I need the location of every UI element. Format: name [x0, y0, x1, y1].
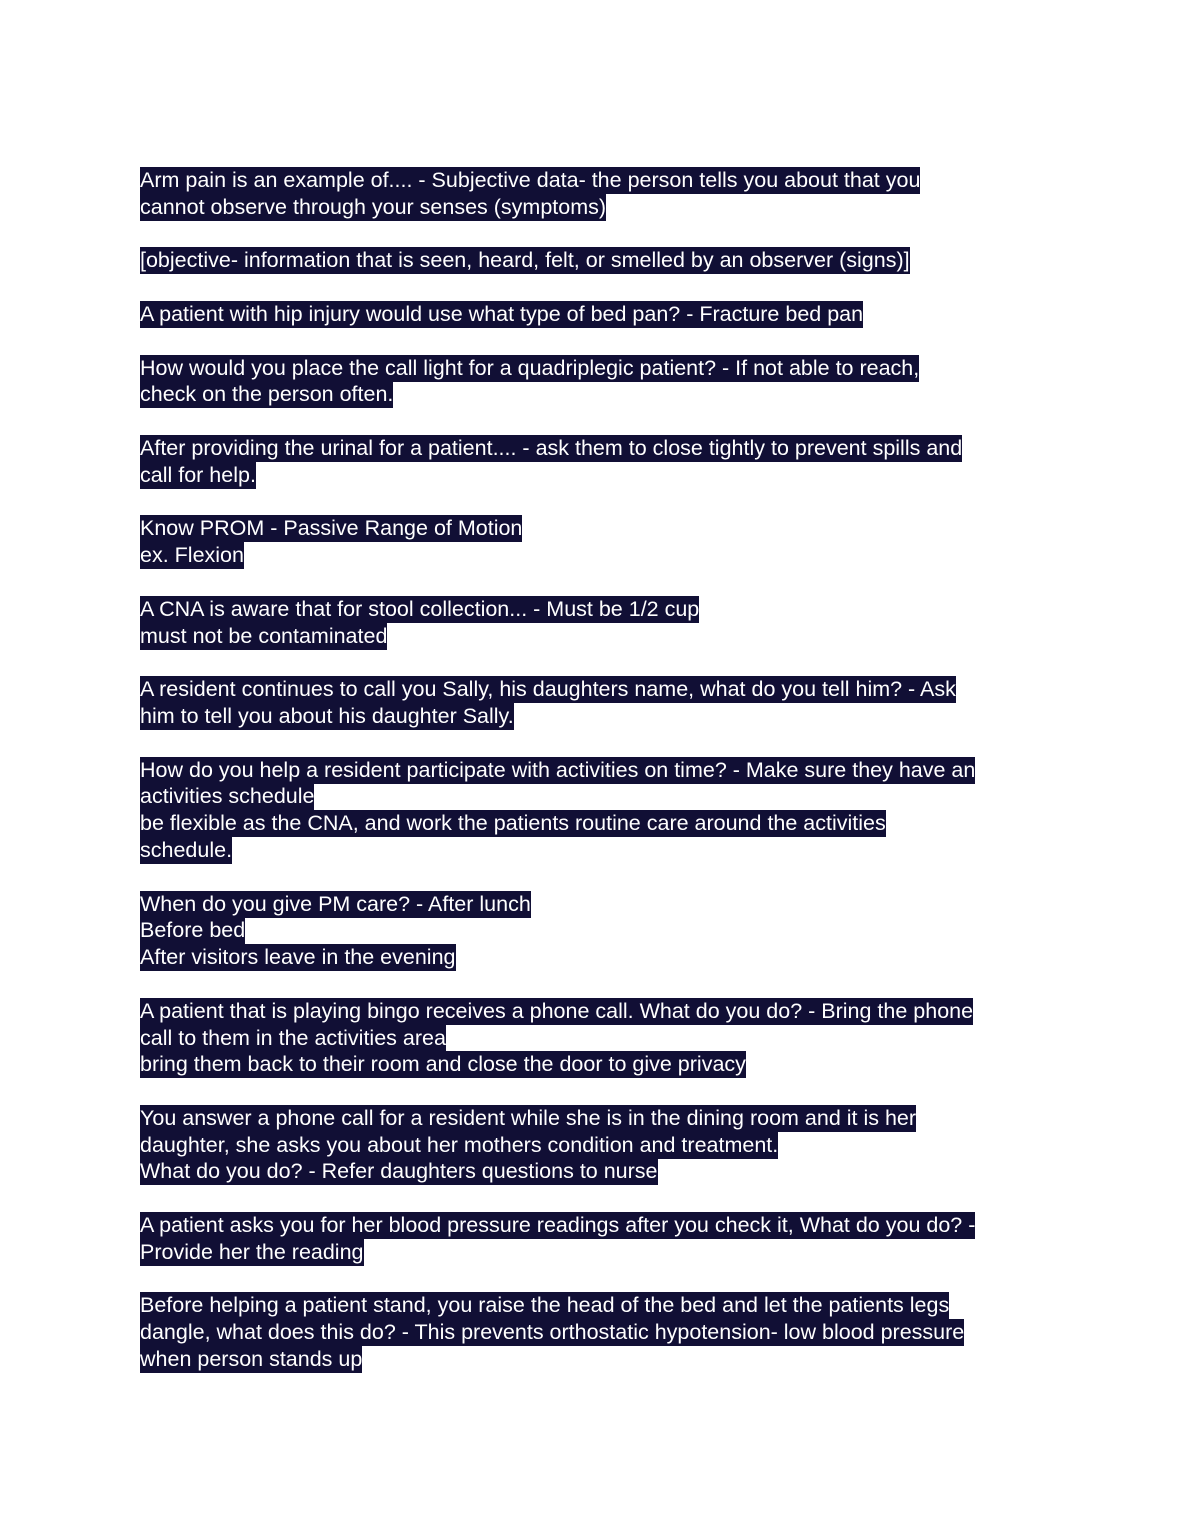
flashcard-3 [140, 301, 1060, 328]
flashcard-document [140, 167, 1060, 1400]
card-line: Arm pain is an example of.... - Subjective data- the person tells you about that you [140, 168, 921, 192]
card-line: daughter, she asks you about her mothers condition and treatment. [140, 1132, 779, 1157]
card-line: Provide her the reading [140, 1239, 364, 1264]
card-line: ex. Flexion [140, 543, 244, 568]
card-line: A patient asks you for her blood pressure readings after you check it, What do you do? - [140, 1213, 976, 1238]
flashcard-13 [140, 1212, 1060, 1266]
card-line: cannot observe through your senses (symptoms) [140, 194, 607, 219]
flashcard-1 [140, 167, 1060, 221]
flashcard-11 [140, 998, 1060, 1078]
card-line: When do you give PM care? - After lunch [140, 891, 531, 916]
card-line: A resident continues to call you Sally, his daughters name, what do you tell him? - Ask [140, 677, 956, 702]
card-line: [objective- information that is seen, heard, felt, or smelled by an observer (signs)] [140, 248, 910, 273]
card-line: him to tell you about his daughter Sally. [140, 703, 514, 728]
card-line: How do you help a resident participate with activities on time? - Make sure they have an [140, 757, 976, 782]
card-line: check on the person often. [140, 382, 394, 407]
flashcard-12 [140, 1105, 1060, 1185]
card-line: After providing the urinal for a patient.... - ask them to close tightly to prevent spills and [140, 435, 963, 460]
flashcard-7 [140, 596, 1060, 650]
card-line: call for help. [140, 462, 256, 487]
card-line: when person stands up [140, 1347, 363, 1372]
flashcard-2 [140, 247, 1060, 274]
card-line: Know PROM - Passive Range of Motion [140, 516, 523, 541]
flashcard-9 [140, 757, 1060, 864]
card-line: You answer a phone call for a resident while she is in the dining room and it is her [140, 1105, 917, 1130]
card-line: Before bed [140, 918, 246, 943]
card-line: be flexible as the CNA, and work the patients routine care around the activities [140, 811, 886, 836]
flashcard-5 [140, 435, 1060, 489]
flashcard-10 [140, 891, 1060, 971]
card-line: A CNA is aware that for stool collection... - Must be 1/2 cup [140, 596, 700, 621]
card-line: must not be contaminated [140, 623, 388, 648]
card-line: What do you do? - Refer daughters questions to nurse [140, 1159, 658, 1184]
card-line: bring them back to their room and close the door to give privacy [140, 1052, 746, 1077]
card-line: call to them in the activities area [140, 1025, 446, 1050]
card-line: activities schedule [140, 784, 315, 809]
card-line: Before helping a patient stand, you raise the head of the bed and let the patients legs [140, 1293, 950, 1318]
card-line: A patient that is playing bingo receives a phone call. What do you do? - Bring the phone [140, 998, 974, 1023]
flashcard-6 [140, 515, 1060, 569]
card-line: A patient with hip injury would use what type of bed pan? - Fracture bed pan [140, 301, 864, 326]
card-line: dangle, what does this do? - This prevents orthostatic hypotension- low blood pressure [140, 1320, 965, 1345]
flashcard-14 [140, 1292, 1060, 1372]
card-line: schedule. [140, 837, 233, 862]
card-line: After visitors leave in the evening [140, 945, 456, 970]
flashcard-8 [140, 676, 1060, 730]
card-line: How would you place the call light for a quadriplegic patient? - If not able to reach, [140, 355, 920, 380]
flashcard-4 [140, 355, 1060, 409]
